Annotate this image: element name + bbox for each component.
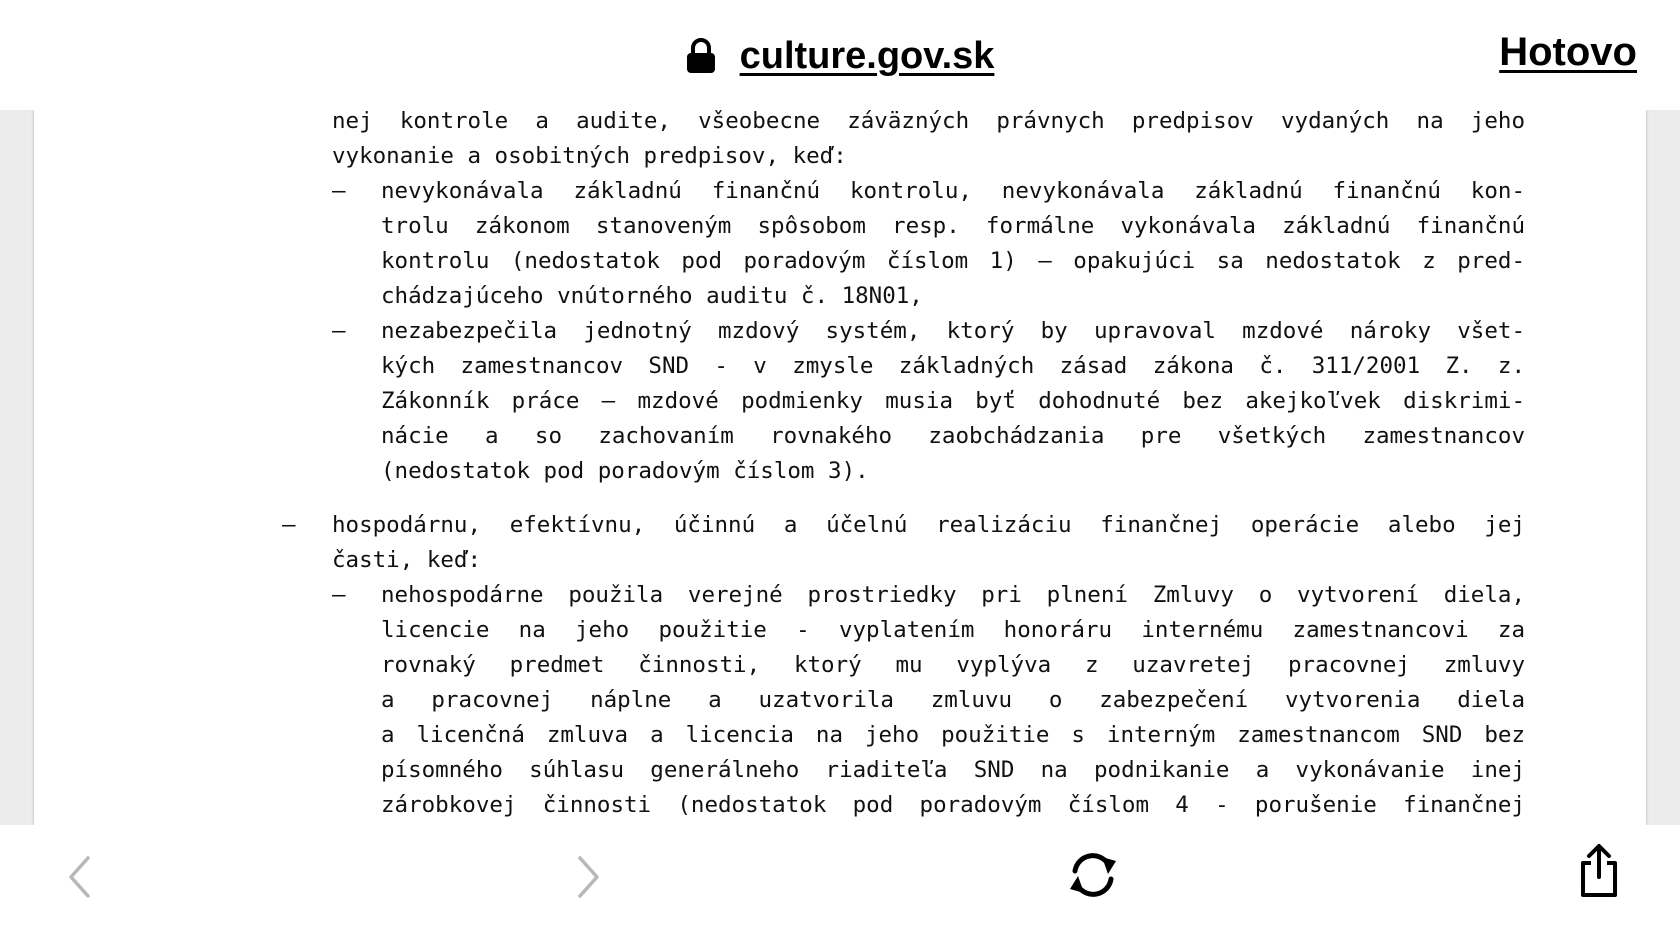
document-viewport[interactable] [0,110,1680,825]
text-line: nácie a so zachovaním rovnakého zaobchádzania pre všetkých zamestnancov [381,423,1525,449]
text-line: trolu zákonom stanoveným spôsobom resp. formálne vykonávala základnú finančnú [381,213,1525,239]
share-icon[interactable] [1577,843,1621,904]
chevron-left-icon[interactable] [66,855,92,904]
chevron-right-icon[interactable] [576,855,602,904]
reload-icon[interactable] [1066,849,1120,906]
done-button[interactable]: Hotovo [1499,30,1637,74]
text-line: chádzajúceho vnútorného auditu č. 18N01, [381,283,923,309]
text-line: hospodárnu, efektívnu, účinnú a účelnú realizáciu finančnej operácie alebo jej [332,512,1525,538]
list-bullet: – [332,178,346,204]
lock-icon [686,38,716,74]
text-line: písomného súhlasu generálneho riaditeľa SND na podnikanie a vykonávanie inej [381,757,1525,783]
text-line: vykonanie a osobitných predpisov, keď: [332,143,847,169]
text-line: rovnaký predmet činnosti, ktorý mu vyplýva z uzavretej pracovnej zmluvy [381,652,1525,678]
text-line: nezabezpečila jednotný mzdový systém, ktorý by upravoval mzdové nároky všet- [381,318,1525,344]
text-line: a pracovnej náplne a uzatvorila zmluvu o zabezpečení vytvorenia diela [381,687,1525,713]
list-bullet: – [332,582,346,608]
list-bullet: – [282,512,296,538]
url-text[interactable]: culture.gov.sk [739,34,995,77]
text-line: licencie na jeho použitie - vyplatením honoráru internému zamestnancovi za [381,617,1525,643]
text-line: nehospodárne použila verejné prostriedky pri plnení Zmluvy o vytvorení diela, [381,582,1525,608]
list-bullet: – [332,318,346,344]
text-line: (nedostatok pod poradovým číslom 3). [381,458,869,484]
address-bar[interactable] [0,28,1680,84]
document-page [34,110,1646,825]
browser-bottom-toolbar [0,825,1680,945]
text-line: kontrolu (nedostatok pod poradovým číslom 1) – opakujúci sa nedostatok z pred- [381,248,1525,274]
text-line: a licenčná zmluva a licencia na jeho použitie s interným zamestnancom SND bez [381,722,1525,748]
text-line: nevykonávala základnú finančnú kontrolu, nevykonávala základnú finančnú kon- [381,178,1525,204]
text-line: nej kontrole a audite, všeobecne záväzných právnych predpisov vydaných na jeho [332,110,1525,134]
browser-top-bar [0,0,1680,110]
text-line: kých zamestnancov SND - v zmysle základných zásad zákona č. 311/2001 Z. z. [381,353,1525,379]
text-line: Zákonník práce – mzdové podmienky musia byť dohodnuté bez akejkoľvek diskrimi- [381,388,1525,414]
text-line: časti, keď: [332,547,482,573]
text-line: zárobkovej činnosti (nedostatok pod poradovým číslom 4 - porušenie finančnej [381,792,1525,818]
